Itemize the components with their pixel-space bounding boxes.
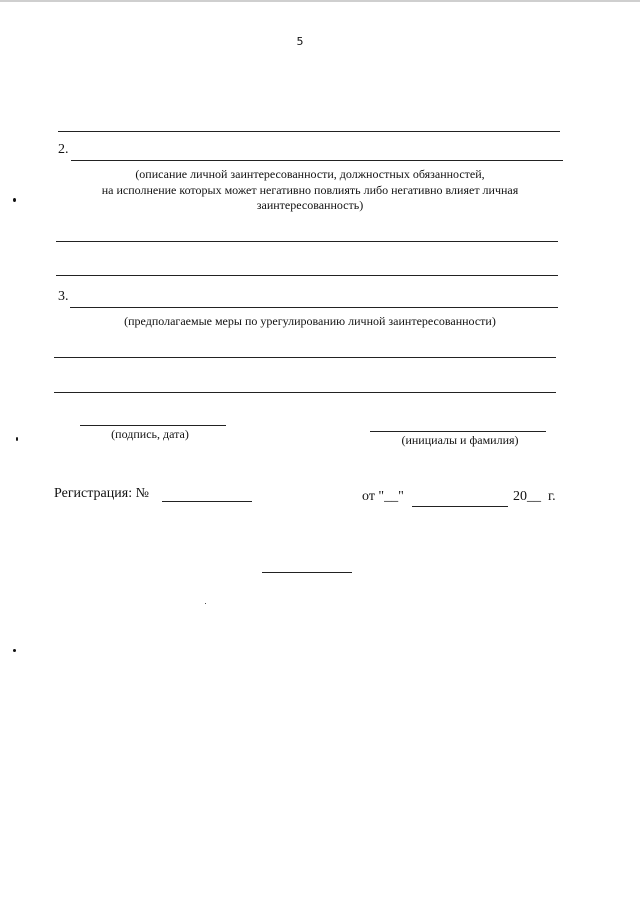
item2-extra-line-1 (56, 241, 558, 242)
item2-caption-line3: заинтересованность) (256, 198, 364, 212)
item3-caption: (предполагаемые меры по урегулированию личной заинтересованности) (124, 314, 496, 328)
registration-year-prefix: 20__ (513, 489, 541, 504)
item2-caption-line1: (описание личной заинтересованности, должностных обязанностей, (135, 167, 485, 181)
item1-fill-line (58, 131, 560, 132)
item2-extra-line-2 (56, 275, 558, 276)
scan-speck (13, 649, 16, 652)
registration-label: Регистрация: № (54, 486, 149, 501)
registration-from-label: от "__" (362, 489, 404, 504)
registration-month-line (412, 506, 508, 507)
signature-line-left (80, 425, 226, 426)
scan-speck (13, 198, 16, 202)
registration-year-suffix: г. (548, 489, 556, 504)
closing-separator-line (262, 572, 352, 573)
signature-caption-right: (инициалы и фамилия) (401, 433, 519, 447)
item3-extra-line-2 (54, 392, 556, 393)
scan-speck (205, 603, 206, 604)
item3-extra-line-1 (54, 357, 556, 358)
scan-speck (16, 437, 18, 441)
page-number: 5 (296, 35, 304, 48)
item2-fill-line (71, 160, 563, 161)
item3-number: 3. (58, 289, 69, 304)
signature-caption-left: (подпись, дата) (111, 427, 189, 441)
registration-number-line (162, 501, 252, 502)
signature-line-right (370, 431, 546, 432)
item3-fill-line (70, 307, 558, 308)
page-top-edge (0, 0, 640, 2)
item2-caption-line2: на исполнение которых может негативно повлиять либо негативно влияет личная (101, 183, 519, 197)
item2-number: 2. (58, 142, 69, 157)
